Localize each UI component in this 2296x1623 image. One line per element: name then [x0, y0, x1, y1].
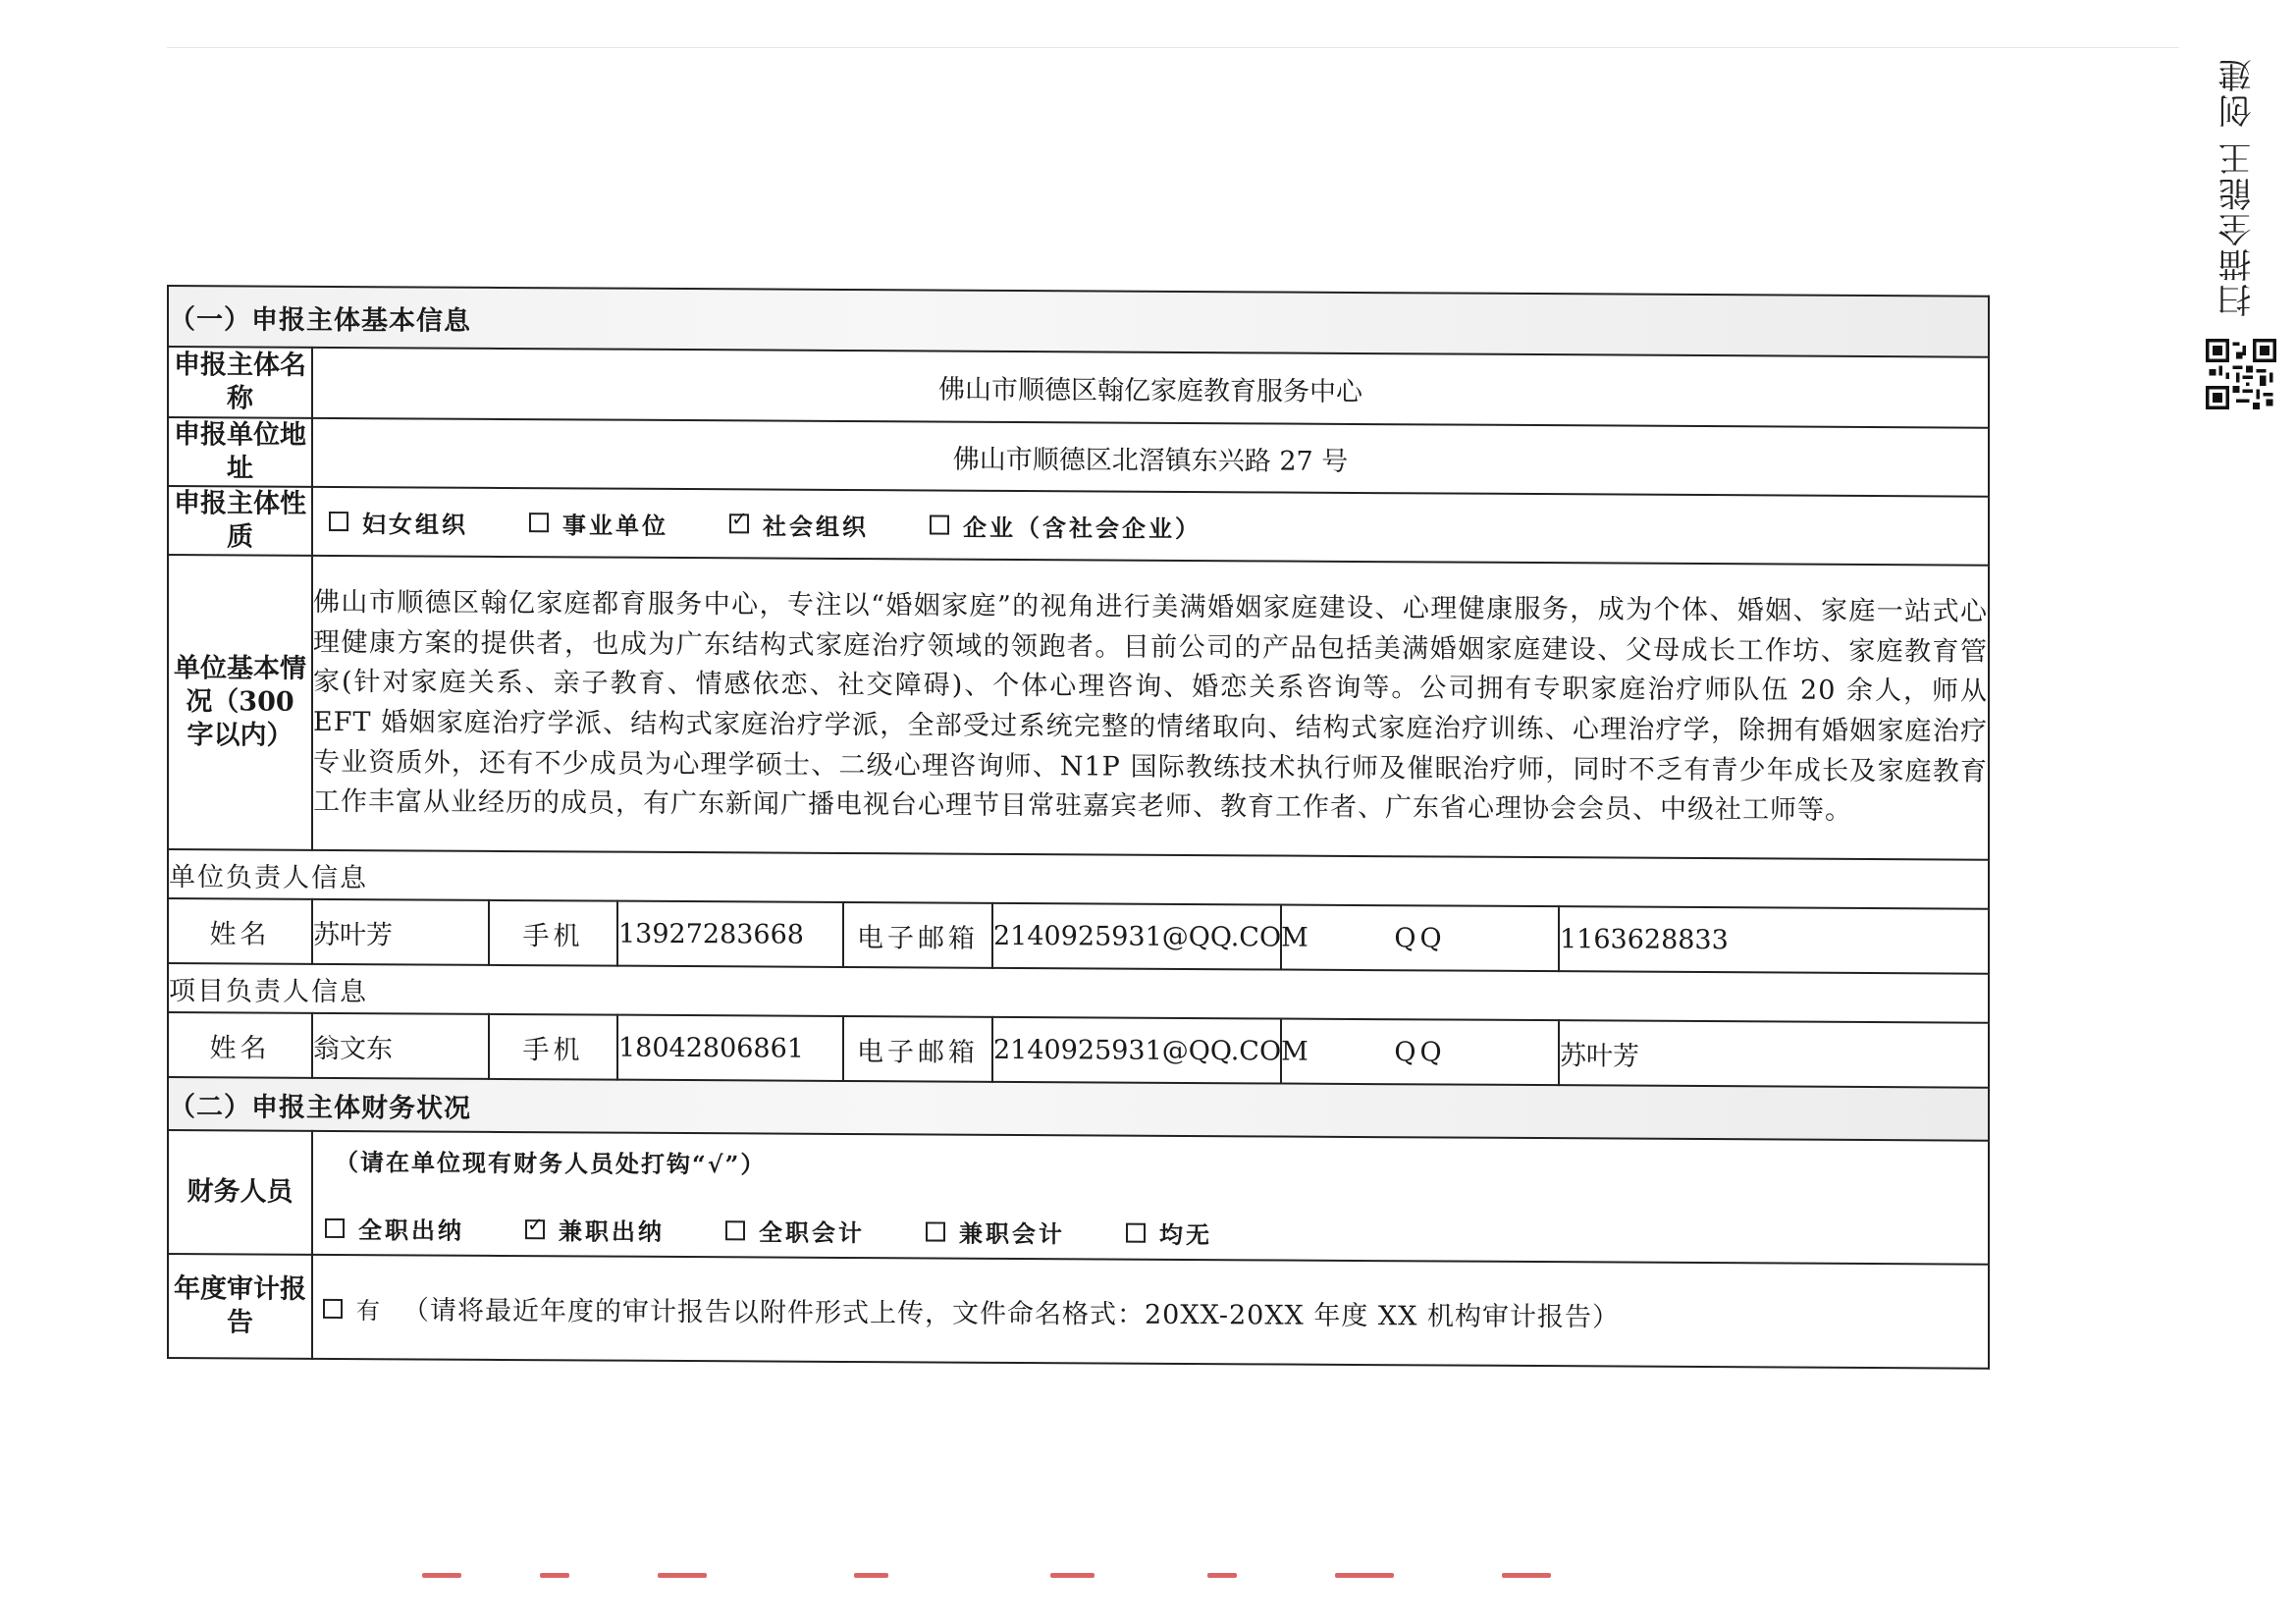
checkbox-icon[interactable]: [930, 514, 949, 534]
finance-row: [168, 1130, 1989, 1265]
project-leader-email-label: 电子邮箱: [843, 1016, 992, 1082]
nature-row: [168, 486, 1989, 566]
nature-options: [312, 487, 1989, 566]
project-leader-qq: 苏叶芳: [1559, 1020, 1989, 1088]
unit-leader-phone: 13927283668: [617, 901, 843, 967]
checkbox-icon[interactable]: [725, 1220, 745, 1240]
scanner-watermark: [2214, 57, 2272, 332]
project-leader-phone-label: 手机: [489, 1014, 617, 1080]
scan-edge: [167, 47, 2179, 48]
entity-name-value: 佛山市顺德区翰亿家庭教育服务中心: [312, 348, 1989, 428]
project-leader-phone: 18042806861: [617, 1015, 843, 1081]
unit-leader-name: 苏叶芳: [312, 899, 489, 965]
finance-option-fulltime-accountant[interactable]: 全职会计: [725, 1213, 865, 1248]
section-2-title: （二）申报主体财务状况: [168, 1077, 1989, 1141]
entity-name-row: [168, 347, 1989, 428]
checkbox-checked-icon[interactable]: [729, 514, 749, 533]
project-leader-qq-label: QQ: [1281, 1019, 1559, 1086]
finance-option-parttime-accountant[interactable]: 兼职会计: [926, 1214, 1065, 1249]
audit-instruction: （请将最近年度的审计报告以附件形式上传，文件命名格式：20XX-20XX 年度 XX 机构审计报告）: [402, 1294, 1620, 1333]
nature-option-enterprise[interactable]: 企业（含社会企业）: [930, 508, 1201, 544]
checkbox-icon[interactable]: [329, 512, 348, 531]
checkbox-checked-icon[interactable]: [525, 1219, 545, 1239]
entity-name-label: 申报主体名称: [168, 347, 312, 418]
checkbox-icon[interactable]: [325, 1217, 345, 1237]
finance-option-parttime-cashier[interactable]: ✓ 兼职出纳: [525, 1212, 665, 1247]
stamp-fragment: [1335, 1573, 1394, 1578]
stamp-fragment: [658, 1573, 707, 1578]
checkbox-icon[interactable]: [1126, 1222, 1146, 1242]
address-value: 佛山市顺德区北滘镇东兴路 27 号: [312, 418, 1989, 497]
project-leader-row: [168, 1012, 1989, 1088]
unit-leader-qq-label: QQ: [1281, 905, 1559, 972]
unit-leader-row: [168, 898, 1989, 974]
checkbox-icon[interactable]: [926, 1221, 945, 1241]
unit-leader-email-label: 电子邮箱: [843, 902, 992, 968]
watermark-text: 扫描全能王 创建: [2218, 57, 2258, 317]
project-leader-title: 项目负责人信息: [168, 963, 1989, 1023]
application-form: [167, 285, 1988, 1370]
nature-option-women-org[interactable]: 妇女组织: [329, 504, 468, 539]
unit-leader-email: 2140925931@QQ.COM: [992, 903, 1281, 970]
unit-leader-phone-label: 手机: [489, 900, 617, 966]
project-leader-name: 翁文东: [312, 1013, 489, 1079]
unit-leader-title: 单位负责人信息: [168, 849, 1989, 909]
unit-leader-name-label: 姓名: [168, 898, 312, 964]
basic-info-text: 佛山市顺德区翰亿家庭都育服务中心，专注以“婚姻家庭”的视角进行美满婚姻家庭建设、心理健康服务，成为个体、婚姻、家庭一站式心理健康方案的提供者，也成为广东结构式家庭治疗领域的领跑者。目前公司的产品包括美满婚姻家庭建设、父母成长工作坊、家庭教育管家(针对家庭关系、亲子教育、情感依恋、社交障碍)、个体心理咨询、婚恋关系咨询等。公司拥有专职家庭治疗师队伍 20 余人，师从 EFT 婚姻家庭治疗学派、结构式家庭治疗学派，全部受过系统完整的情绪取向、结构式家庭治疗训练、心理治疗学，除拥有婚姻家庭治疗专业资质外，还有不少成员为心理学硕士、二级心理咨询师、N1P 国际教练技术执行师及催眠治疗师，同时不乏有青少年成长及家庭教育工作丰富从业经历的成员，有广东新闻广播电视台心理节目常驻嘉宾老师、教育工作者、广东省心理协会会员、中级社工师等。: [312, 556, 1989, 860]
address-row: [168, 417, 1989, 497]
address-label: 申报单位地址: [168, 417, 312, 487]
nature-option-social-org[interactable]: ✓ 社会组织: [729, 507, 869, 542]
qr-code-icon: [2206, 339, 2276, 409]
finance-option-fulltime-cashier[interactable]: 全职出纳: [325, 1211, 464, 1246]
project-leader-email: 2140925931@QQ.COM: [992, 1017, 1281, 1084]
project-leader-name-label: 姓名: [168, 1012, 312, 1078]
stamp-fragment: [1502, 1573, 1551, 1578]
audit-row: [168, 1254, 1989, 1369]
checkbox-icon[interactable]: [529, 513, 549, 532]
audit-label: 年度审计报告: [168, 1254, 312, 1359]
finance-label: 财务人员: [168, 1130, 312, 1255]
basic-info-label: 单位基本情况（300 字以内）: [168, 555, 312, 850]
stamp-fragment: [1050, 1573, 1095, 1578]
stamp-fragment: [854, 1573, 888, 1578]
stamp-fragment: [422, 1573, 461, 1578]
stamp-fragment: [1207, 1573, 1237, 1578]
unit-leader-qq: 1163628833: [1559, 906, 1989, 974]
nature-label: 申报主体性质: [168, 486, 312, 556]
stamp-fragment: [540, 1573, 569, 1578]
bottom-stamp-remnants: [422, 1573, 1580, 1593]
nature-option-public-institution[interactable]: 事业单位: [529, 506, 668, 541]
audit-cell: [312, 1255, 1989, 1369]
finance-cell: [312, 1131, 1989, 1265]
audit-option-yes[interactable]: 有: [323, 1291, 383, 1325]
finance-hint: （请在单位现有财务人员处打钩“√”）: [335, 1147, 767, 1179]
section-1-title: （一）申报主体基本信息: [168, 286, 1989, 357]
basic-info-row: [168, 555, 1989, 860]
form-table: [167, 285, 1990, 1370]
checkbox-icon[interactable]: [323, 1298, 343, 1318]
finance-option-none[interactable]: 均无: [1126, 1216, 1212, 1251]
